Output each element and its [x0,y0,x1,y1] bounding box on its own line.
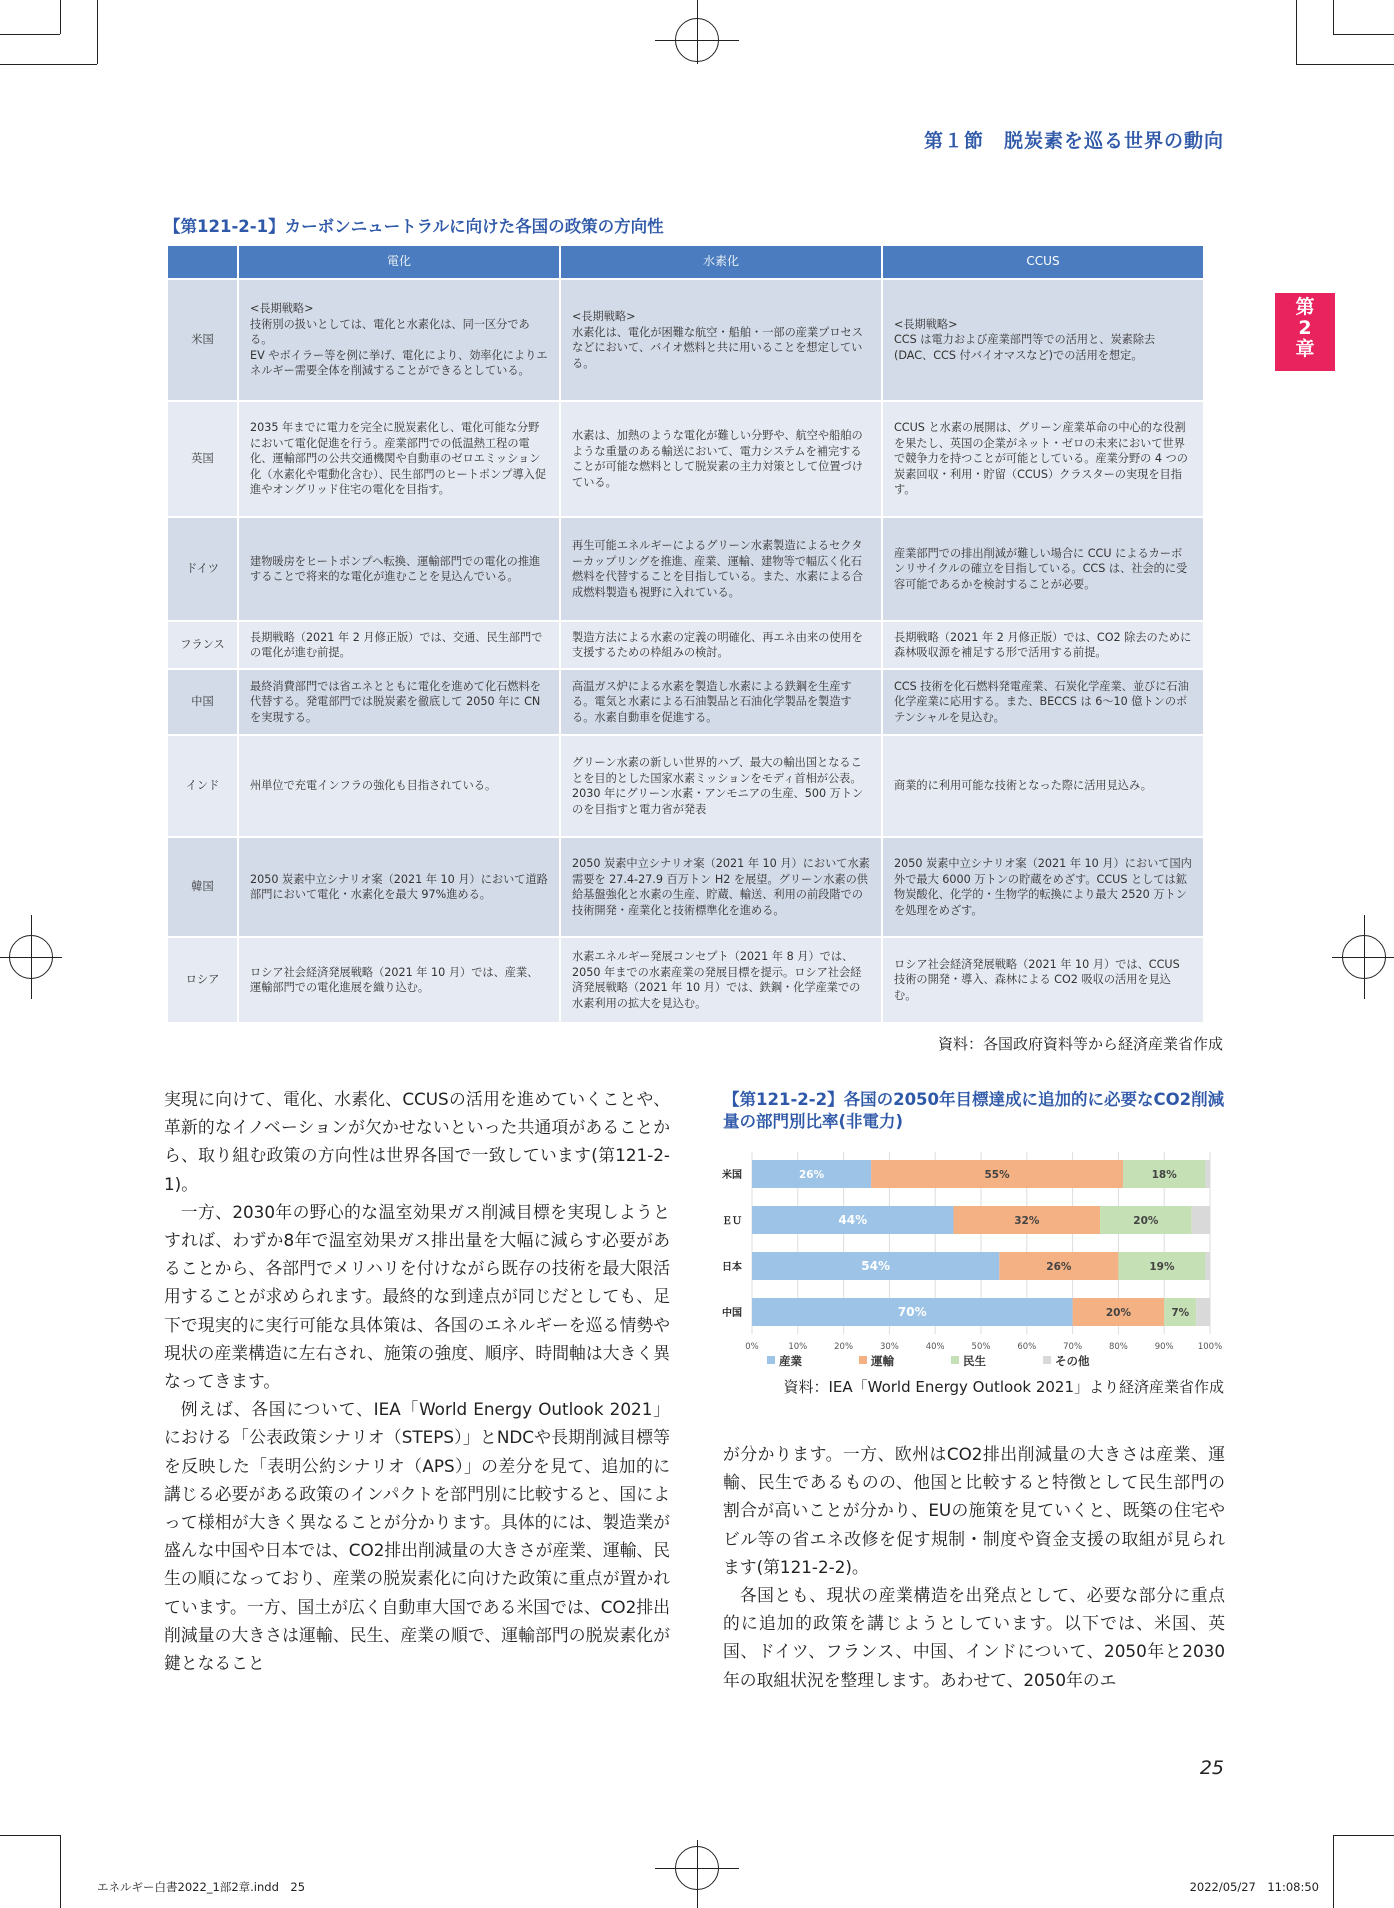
policy-table [166,244,1205,1024]
x-tick-label: 0% [745,1342,759,1352]
paragraph: 例えば、各国について、IEA「World Energy Outlook 2021」における「公表政策シナリオ（STEPS）」とNDCや長期削減目標等を反映した「表明公約シナリオ（APS）」の差分を見て、追加的に講じる必要がある政策のインパクトを部門別に比較すると、国によって様相が大きく異なることが分かります。具体的には、製造業が盛んな中国や日本では、CO2排出削減量の大きさが産業、運輸、民生の順になっており、産業の脱炭素化に向けた政策に重点が置かれています。一方、国土が広く自動車大国である米国では、CO2排出削減量の大きさは運輸、民生、産業の順で、運輸部門の脱炭素化が鍵となること [164,1399,670,1674]
table-header-row [167,245,1204,279]
hydrogen-cell: 水素エネルギー発展コンセプト（2021 年 8 月）では、2050 年までの水素産業の発展目標を提示。ロシア社会経済発展戦略（2021 年 10 月）では、鉄鋼・化学産業での水素利用の拡大を見込む。 [560,937,882,1023]
data-label: 18% [1151,1169,1177,1181]
ccus-cell: <長期戦略> CCS は電力および産業部門等での活用と、炭素除去(DAC、CCS 付バイオマスなど)での活用を想定。 [882,279,1204,401]
country-cell: 中国 [167,669,238,735]
bar-segment [1205,1252,1210,1280]
footer-file: エネルギー白書2022_1部2章.indd 25 [97,1880,306,1894]
table-row [167,279,1204,401]
registration-mark [1332,957,1394,958]
country-cell: フランス [167,621,238,669]
body-text-left [164,1085,670,1677]
paragraph: 各国とも、現状の産業構造を出発点として、必要な部分に重点的に追加的政策を講じようとしています。以下では、米国、英国、ドイツ、フランス、中国、インドについて、2050年と2030年の取組状況を整理します。あわせて、2050年のエ [723,1585,1225,1690]
data-label: 7% [1171,1307,1190,1319]
chart-title: 【第121-2-2】各国の2050年目標達成に追加的に必要なCO2削減量の部門別比率(非電力) [723,1090,1225,1131]
table-title: 【第121-2-1】カーボンニュートラルに向けた各国の政策の方向性 [164,217,664,236]
paragraph: 一方、2030年の野心的な温室効果ガス削減目標を実現しようとすれば、わずか8年で温室効果ガス排出量を大幅に減らす必要があることから、各部門でメリハリを付けながら既存の技術を最大限活用することが求められます。最終的な到達点が同じだとしても、足下で現実的に実行可能な具体策は、各国のエネルギーを巡る情勢や現状の産業構造に左右され、施策の強度、順序、時間軸は大きく異なってきます。 [164,1201,670,1392]
crop-mark [1333,0,1334,34]
legend-swatch [767,1356,775,1364]
x-tick-label: 10% [788,1342,808,1352]
category-label: 米国 [722,1170,742,1181]
hydrogen-cell: 2050 炭素中立シナリオ案（2021 年 10 月）において水素需要を 27.4-27.9 百万トン H2 を展望。グリーン水素の供給基盤強化と水素の生産、貯蔵、輸送、利用の前段階での技術開発・産業化と技術標準化を進める。 [560,837,882,937]
ccus-cell: 商業的に利用可能な技術となった際に活用見込み。 [882,735,1204,837]
sector-ratio-chart [712,1148,1222,1370]
crop-mark [60,0,61,34]
registration-mark [31,915,32,999]
hydrogen-cell: 再生可能エネルギーによるグリーン水素製造によるセクターカップリングを推進、産業、運輸、建物等で幅広く化石燃料を代替することを目指している。また、水素による合成燃料製造も視野に入れている。 [560,517,882,621]
ccus-cell: 長期戦略（2021 年 2 月修正版）では、CO2 除去のために森林吸収源を補足する形で活用する前提。 [882,621,1204,669]
paragraph: が分かります。一方、欧州はCO2排出削減量の大きさは産業、運輸、民生であるものの、他国と比較すると特徴として民生部門の割合が高いことが分かり、EUの施策を見ていくと、既築の住宅やビル等の省エネ改修を促す規制・制度や資金支援の取組が見られます(第121-2-2)。 [723,1444,1225,1577]
crop-mark [0,1835,60,1836]
country-cell: 英国 [167,401,238,517]
electrification-cell: 最終消費部門では省エネとともに電化を進めて化石燃料を代替する。発電部門では脱炭素を徹底して 2050 年に CN を実現する。 [238,669,560,735]
electrification-cell: ロシア社会経済発展戦略（2021 年 10 月）では、産業、運輸部門での電化進展を織り込む。 [238,937,560,1023]
x-tick-label: 70% [1063,1342,1083,1352]
page-number: 25 [1199,1757,1224,1779]
crop-mark [1296,0,1297,64]
data-label: 20% [1105,1307,1131,1319]
x-tick-label: 30% [879,1342,899,1352]
hydrogen-cell: グリーン水素の新しい世界的ハブ、最大の輸出国となることを目的とした国家水素ミッションをモディ首相が公表。2030 年にグリーン水素・アンモニアの生産、500 万トンのを目指すと電力省が発表 [560,735,882,837]
crop-mark [60,1835,61,1908]
hydrogen-cell: <長期戦略> 水素化は、電化が困難な航空・船舶・一部の産業プロセスなどにおいて、バイオ燃料と共に用いることを想定している。 [560,279,882,401]
data-label: 26% [1046,1261,1072,1273]
table-row [167,669,1204,735]
body-text-right [723,1440,1225,1694]
footer-timestamp: 2022/05/27 11:08:50 [1189,1880,1319,1894]
legend-label: 産業 [779,1354,802,1368]
country-cell: 韓国 [167,837,238,937]
table-source: 資料：各国政府資料等から経済産業省作成 [937,1035,1223,1053]
crop-mark [0,34,60,35]
bar-segment [1196,1298,1210,1326]
table-row [167,401,1204,517]
data-label: 19% [1149,1261,1175,1273]
country-cell: インド [167,735,238,837]
crop-mark [0,64,97,65]
table-row [167,621,1204,669]
table-row [167,735,1204,837]
country-cell: ロシア [167,937,238,1023]
bar-segment [1205,1160,1210,1188]
electrification-cell: 長期戦略（2021 年 2 月修正版）では、交通、民生部門での電化が進む前提。 [238,621,560,669]
x-tick-label: 50% [971,1342,991,1352]
crop-mark [1333,34,1394,35]
ccus-cell: CCUS と水素の展開は、グリーン産業革命の中心的な役割を果たし、英国の企業がネット・ゼロの未来において世界で競争力を持つことが可能としている。産業分野の 4 つの炭素回収・利用・貯留（CCUS）クラスターの実現を目指す。 [882,401,1204,517]
table-row [167,517,1204,621]
electrification-cell: 州単位で充電インフラの強化も目指されている。 [238,735,560,837]
registration-mark [697,0,698,64]
hydrogen-cell: 高温ガス炉による水素を製造し水素による鉄鋼を生産する。電気と水素による石油製品と石油化学製品を製造する。水素自動車を促進する。 [560,669,882,735]
data-label: 26% [798,1169,825,1181]
table-header: 電化 [238,245,560,279]
x-tick-label: 20% [834,1342,854,1352]
country-cell: 米国 [167,279,238,401]
data-label: 70% [897,1305,927,1319]
category-label: ＥＵ [722,1216,742,1227]
x-tick-label: 100% [1197,1342,1222,1352]
legend-swatch [859,1356,867,1364]
ccus-cell: 産業部門での排出削減が難しい場合に CCU によるカーボンリサイクルの確立を目指している。CCS は、社会的に受容可能であるかを検討することが必要。 [882,517,1204,621]
category-label: 日本 [722,1262,742,1273]
x-tick-label: 80% [1108,1342,1128,1352]
electrification-cell: 2035 年までに電力を完全に脱炭素化し、電化可能な分野において電化促進を行う。産業部門での低温熱工程の電化、運輸部門の公共交通機関や自動車のゼロエミッション化（水素化や電動化含む）、民生部門のヒートポンプ導入促進やオングリッド住宅の電化を目指す。 [238,401,560,517]
electrification-cell: 建物暖房をヒートポンプへ転換、運輸部門での電化の推進することで将来的な電化が進むことを見込んでいる。 [238,517,560,621]
data-label: 55% [984,1169,1010,1181]
crop-mark [97,0,98,64]
table-header: CCUS [882,245,1204,279]
x-tick-label: 90% [1154,1342,1174,1352]
crop-mark [1333,1835,1394,1836]
crop-mark [1296,64,1394,65]
ccus-cell: CCS 技術を化石燃料発電産業、石炭化学産業、並びに石油化学産業に応用する。また、BECCS は 6〜10 億トンのポテンシャルを見込む。 [882,669,1204,735]
registration-mark [697,1840,698,1908]
ccus-cell: ロシア社会経済発展戦略（2021 年 10 月）では、CCUS 技術の開発・導入、森林による CO2 吸収の活用を見込む。 [882,937,1204,1023]
section-title: 第１節 脱炭素を巡る世界の動向 [923,130,1224,152]
crop-mark [1333,1835,1334,1908]
hydrogen-cell: 製造方法による水素の定義の明確化、再エネ由来の使用を支援するための枠組みの検討。 [560,621,882,669]
table-row [167,837,1204,937]
chart-source: 資料：IEA「World Energy Outlook 2021」より経済産業省作成 [783,1378,1224,1396]
x-tick-label: 60% [1017,1342,1037,1352]
legend-swatch [951,1356,959,1364]
country-cell: ドイツ [167,517,238,621]
bar-segment [1192,1206,1210,1234]
legend-label: その他 [1055,1354,1090,1368]
category-label: 中国 [722,1308,742,1319]
data-label: 20% [1133,1215,1159,1227]
table-header [167,245,238,279]
registration-mark [1364,915,1365,999]
data-label: 54% [861,1259,891,1273]
ccus-cell: 2050 炭素中立シナリオ案（2021 年 10 月）において国内外で最大 6000 万トンの貯蔵をめざす。CCUS としては鉱物炭酸化、化学的・生物学的転換により最大 2520 万トンを処理をめざす。 [882,837,1204,937]
x-tick-label: 40% [925,1342,945,1352]
legend-swatch [1043,1356,1051,1364]
hydrogen-cell: 水素は、加熱のような電化が難しい分野や、航空や船舶のような重量のある輸送において、電力システムを補完することが可能な燃料として脱炭素の主力対策として位置づけている。 [560,401,882,517]
electrification-cell: <長期戦略> 技術別の扱いとしては、電化と水素化は、同一区分である。 EV やボイラー等を例に挙げ、電化により、効率化によりエネルギー需要全体を削減することができるとしている。 [238,279,560,401]
legend-label: 運輸 [871,1354,894,1368]
paragraph: 実現に向けて、電化、水素化、CCUSの活用を進めていくことや、革新的なイノベーションが欠かせないといった共通項があることから、取り組む政策の方向性は世界各国で一致しています(第121-2-1)。 [164,1089,670,1194]
table-row [167,937,1204,1023]
data-label: 44% [838,1213,868,1227]
data-label: 32% [1014,1215,1040,1227]
legend-label: 民生 [963,1354,986,1368]
electrification-cell: 2050 炭素中立シナリオ案（2021 年 10 月）において道路部門において電化・水素化を最大 97%進める。 [238,837,560,937]
table-header: 水素化 [560,245,882,279]
chapter-tab-label: 第2章 [1295,296,1315,360]
chapter-tab [1275,293,1335,371]
